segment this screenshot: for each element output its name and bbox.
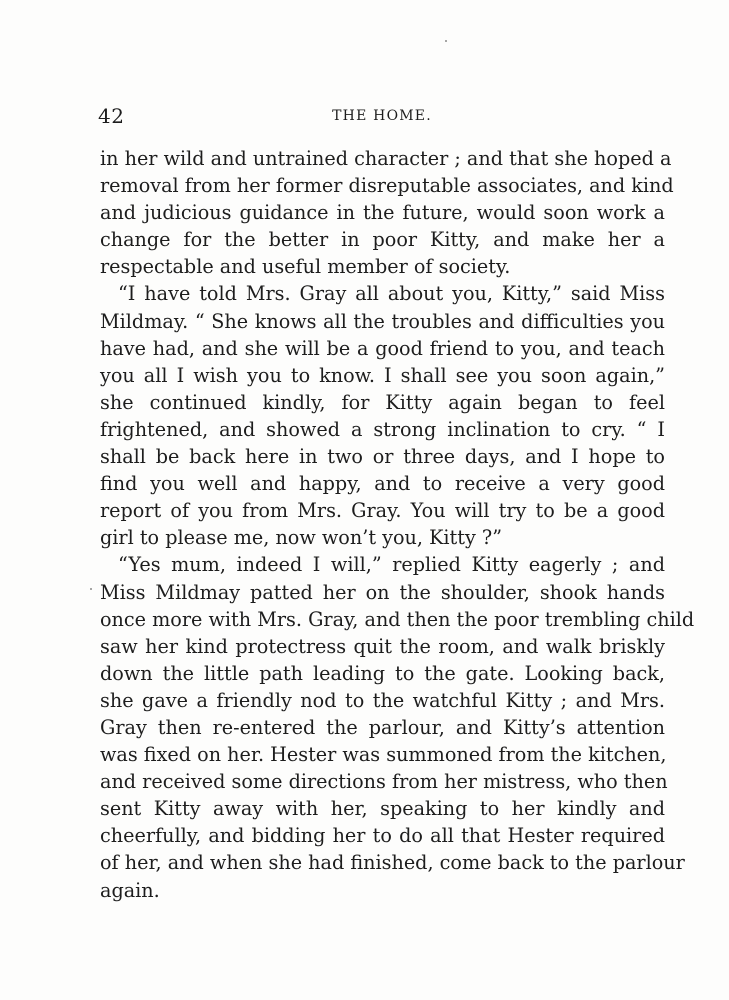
text-line: in her wild and untrained character ; and that she hoped a bbox=[100, 147, 672, 170]
running-head: THE HOME. bbox=[332, 108, 432, 124]
text-line: was fixed on her. Hester was summoned from the kitchen, bbox=[100, 743, 667, 767]
text-line: shall be back here in two or three days, and I hope to bbox=[100, 445, 665, 469]
text-line: again. bbox=[100, 878, 160, 902]
text-line: respectable and useful member of society. bbox=[100, 255, 511, 279]
text-line: report of you from Mrs. Gray. You will try to be a good bbox=[100, 499, 665, 523]
text-line: Gray then re-entered the parlour, and Kitty’s attention bbox=[100, 715, 665, 739]
text-line: and judicious guidance in the future, would soon work a bbox=[100, 201, 665, 225]
text-line: frightened, and showed a strong inclination to cry. “ I bbox=[100, 417, 665, 441]
text-line: cheerfully, and bidding her to do all that Hester required bbox=[100, 824, 665, 848]
text-line: and received some directions from her mistress, who then bbox=[100, 770, 668, 794]
text-line: sent Kitty away with her, speaking to her kindly and bbox=[100, 797, 665, 821]
paper-speck bbox=[90, 588, 92, 590]
text-line: she continued kindly, for Kitty again began to feel bbox=[100, 390, 665, 414]
text-line: removal from her former disreputable associates, and kind bbox=[100, 174, 674, 198]
text-line: saw her kind protectress quit the room, and walk briskly bbox=[100, 634, 665, 658]
paper-speck bbox=[445, 40, 447, 42]
text-line: Mildmay. “ She knows all the troubles and difficulties you bbox=[100, 309, 665, 333]
text-line: you all I wish you to know. I shall see you soon again,” bbox=[100, 363, 665, 387]
page-header bbox=[98, 104, 666, 128]
text-line: “Yes mum, indeed I will,” replied Kitty eagerly ; and bbox=[118, 553, 665, 577]
text-line: girl to please me, now won’t you, Kitty ?” bbox=[100, 526, 503, 550]
text-line: of her, and when she had finished, come back to the parlour bbox=[100, 851, 685, 875]
text-line: Miss Mildmay patted her on the shoulder, shook hands bbox=[100, 580, 665, 604]
text-line: “I have told Mrs. Gray all about you, Kitty,” said Miss bbox=[118, 282, 665, 306]
text-line: she gave a friendly nod to the watchful Kitty ; and Mrs. bbox=[100, 688, 665, 712]
text-line: change for the better in poor Kitty, and make her a bbox=[100, 228, 665, 252]
text-line: down the little path leading to the gate. Looking back, bbox=[100, 661, 665, 685]
text-line: have had, and she will be a good friend to you, and teach bbox=[100, 336, 665, 360]
page-number: 42 bbox=[98, 104, 125, 128]
text-line: once more with Mrs. Gray, and then the poor trembling child bbox=[100, 607, 695, 631]
body-text bbox=[100, 145, 695, 904]
text-line: find you well and happy, and to receive a very good bbox=[100, 472, 665, 496]
